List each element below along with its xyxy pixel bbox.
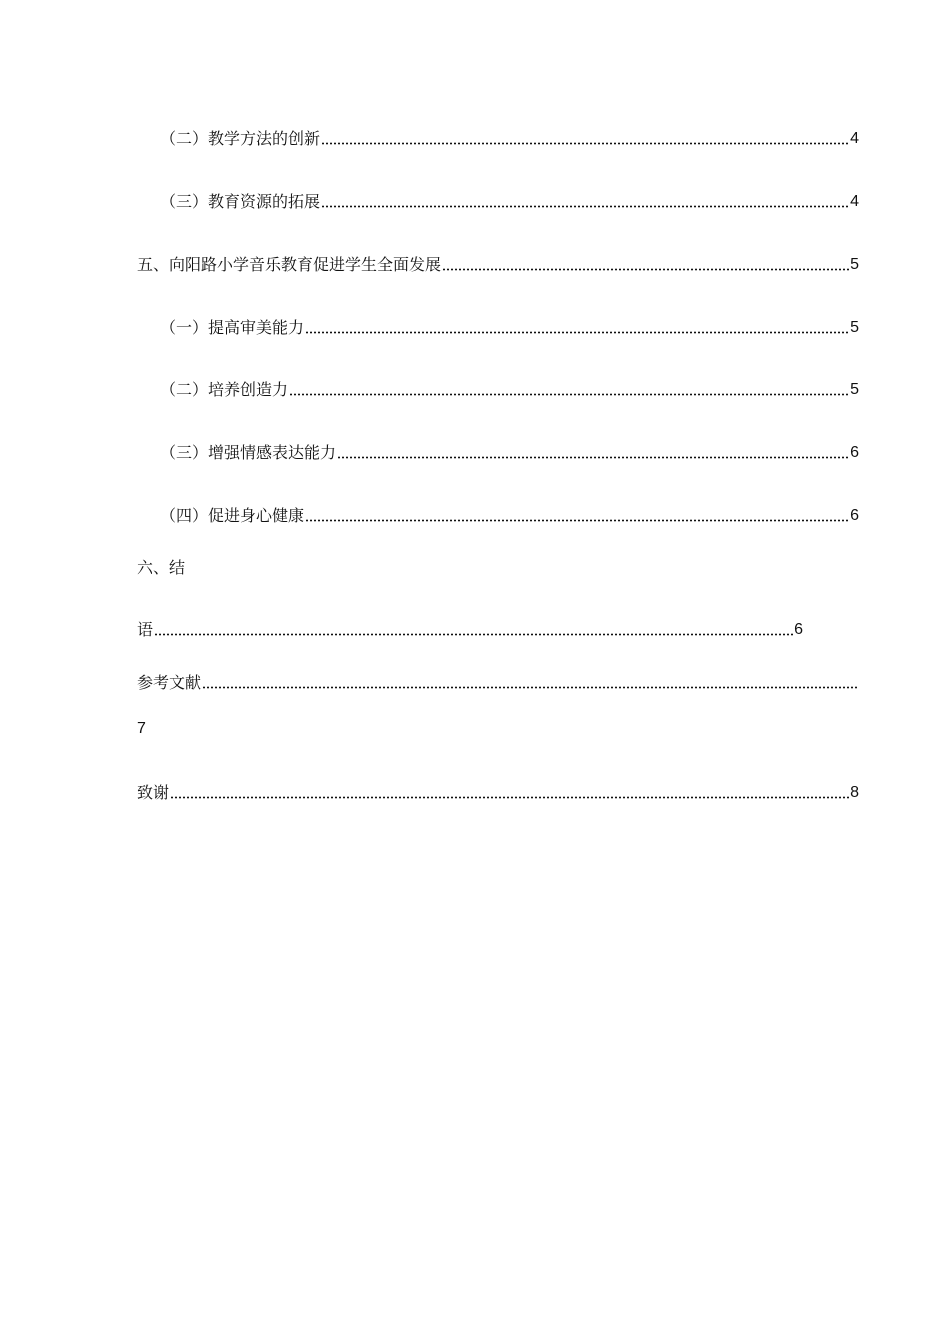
toc-entry-page: 8 (850, 784, 859, 801)
toc-entry-label: （二）教学方法的创新 (160, 129, 321, 148)
toc-references-page: 7 (137, 720, 146, 737)
dot-leader (305, 519, 849, 522)
toc-entry-thanks[interactable] (137, 782, 859, 804)
toc-entry-conclusion[interactable] (137, 619, 803, 641)
toc-entry-label: 参考文献 (137, 673, 202, 692)
toc-entry-label: 致谢 (137, 783, 170, 802)
toc-entry-page: 5 (850, 319, 859, 336)
toc-entry-label: （二）培养创造力 (160, 380, 289, 399)
toc-entry[interactable] (160, 442, 859, 464)
dot-leader (321, 205, 849, 208)
toc-entry-label: （三）教育资源的拓展 (160, 192, 321, 211)
dot-leader (202, 686, 858, 689)
toc-entry-label: 五、向阳路小学音乐教育促进学生全面发展 (137, 255, 442, 274)
toc-entry[interactable] (160, 379, 859, 401)
toc-entry[interactable] (160, 505, 859, 527)
toc-conclusion-heading[interactable]: 六、结 (137, 558, 186, 577)
toc-entry-page: 6 (850, 444, 859, 461)
dot-leader (154, 633, 793, 636)
toc-entry[interactable] (137, 254, 859, 276)
toc-entry-page: 6 (794, 621, 803, 638)
toc-entry[interactable] (160, 128, 859, 150)
dot-leader (170, 796, 849, 799)
dot-leader (289, 393, 849, 396)
toc-entry-label: （四）促进身心健康 (160, 506, 305, 525)
toc-entry-label: （三）增强情感表达能力 (160, 443, 337, 462)
toc-entry[interactable] (160, 191, 859, 213)
toc-entry-references[interactable] (137, 672, 859, 694)
toc-entry-label: （一）提高审美能力 (160, 318, 305, 337)
dot-leader (321, 142, 849, 145)
toc-entry-page: 5 (850, 256, 859, 273)
toc-entry-page: 5 (850, 381, 859, 398)
dot-leader (442, 268, 849, 271)
toc-entry-page: 4 (850, 130, 859, 147)
dot-leader (337, 456, 849, 459)
toc-entry[interactable] (160, 317, 859, 339)
dot-leader (305, 331, 849, 334)
toc-entry-label: 语 (137, 620, 154, 639)
toc-entry-page: 4 (850, 193, 859, 210)
toc-entry-page: 6 (850, 507, 859, 524)
